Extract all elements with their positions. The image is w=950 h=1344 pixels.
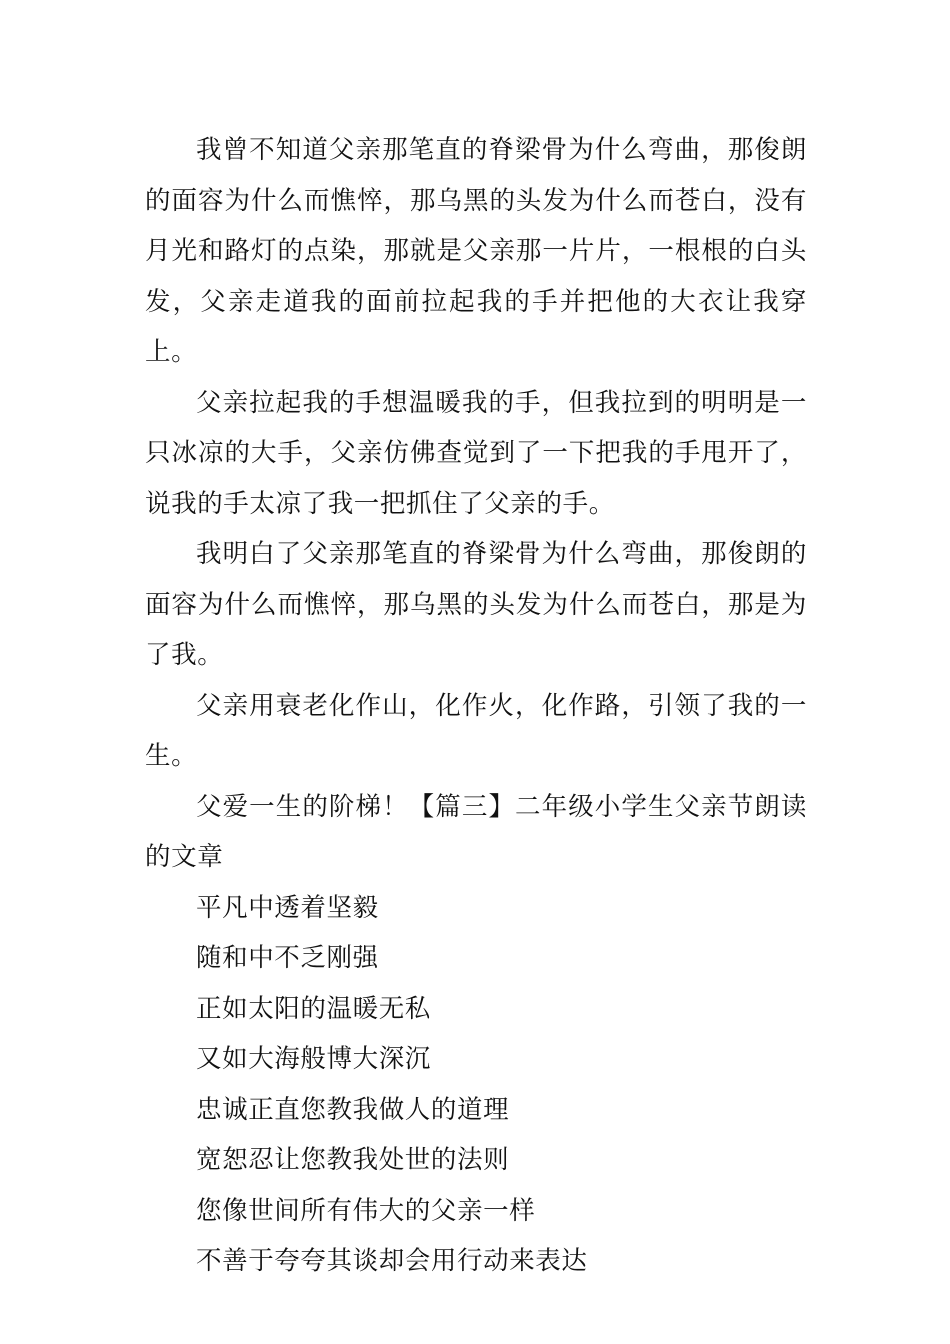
poem-line: 不善于夸夸其谈却会用行动来表达 [196,1246,588,1276]
poem-line: 随和中不乏刚强 [196,943,379,973]
poem-line: 正如太阳的温暖无私 [196,993,431,1024]
poem-line: 忠诚正直您教我做人的道理 [196,1094,510,1125]
poem-line: 又如大海般博大深沉 [196,1044,431,1074]
poem-line: 平凡中透着坚毅 [196,892,379,923]
paragraph: 父爱一生的阶梯！【篇三】二年级小学生父亲节朗读的文章 [145,791,807,872]
paragraph: 父亲拉起我的手想温暖我的手，但我拉到的明明是一只冰凉的大手，父亲仿佛查觉到了一下把我的手甩开了，说我的手太凉了我一把抓住了父亲的手。 [145,387,807,519]
poem-line: 您像世间所有伟大的父亲一样 [196,1195,536,1226]
paragraph: 我明白了父亲那笔直的脊梁骨为什么弯曲，那俊朗的面容为什么而憔悴，那乌黑的头发为什么而苍白，那是为了我。 [145,539,807,670]
document-body [145,125,807,1287]
poem-line: 宽恕忍让您教我处世的法则 [196,1145,510,1175]
paragraph: 父亲用衰老化作山，化作火，化作路，引领了我的一生。 [145,690,807,771]
paragraph: 我曾不知道父亲那笔直的脊梁骨为什么弯曲，那俊朗的面容为什么而憔悴，那乌黑的头发为什么而苍白，没有月光和路灯的点染，那就是父亲那一片片，一根根的白头发，父亲走道我的面前拉起我的手并把他的大衣让我穿上。 [145,135,807,367]
